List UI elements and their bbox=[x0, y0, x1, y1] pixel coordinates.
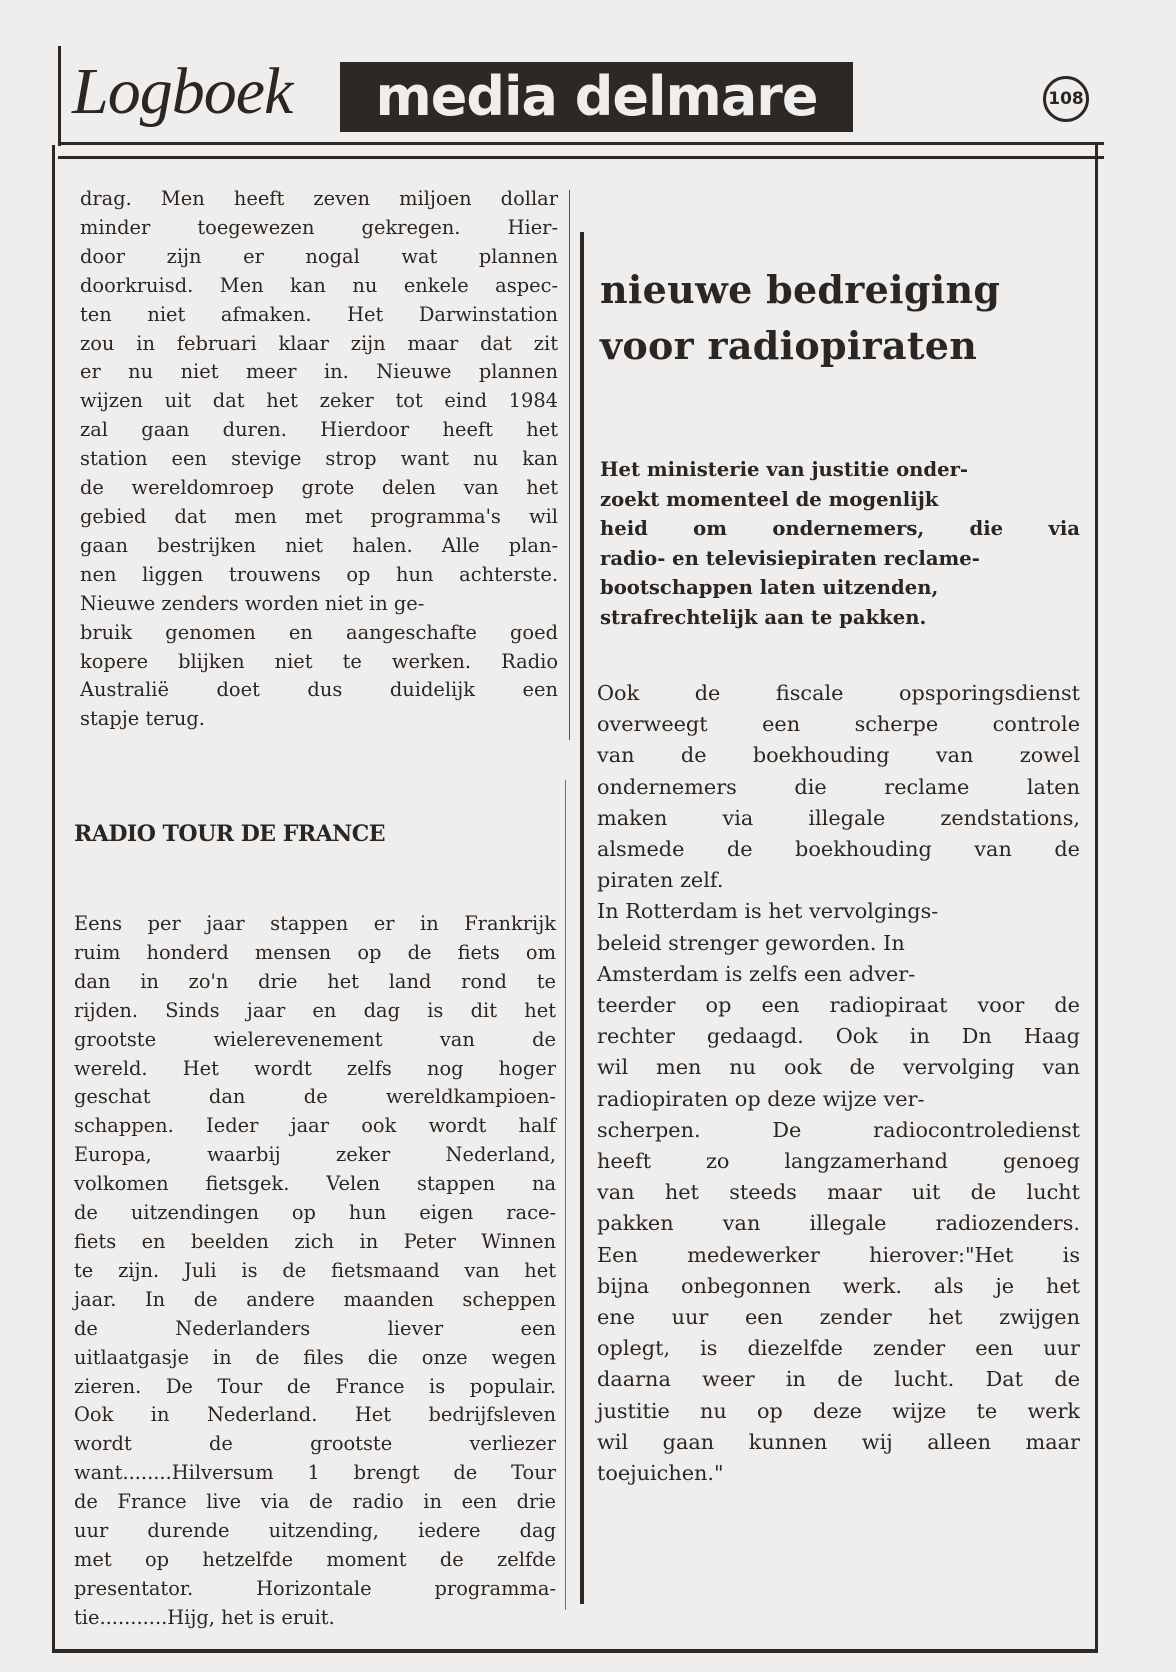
text-line: gaan bestrijken niet halen. Alle plan- bbox=[80, 533, 558, 557]
text-line: uitlaatgasje in de files die onze wegen bbox=[74, 1345, 556, 1369]
article-headline bbox=[600, 262, 1080, 374]
text-line: kopere blijken niet te werken. Radio bbox=[80, 649, 558, 673]
text-line: piraten zelf. bbox=[597, 868, 724, 893]
lead-line: Het ministerie van justitie onder- bbox=[600, 458, 969, 481]
text-line: heeft zo langzamerhand genoeg bbox=[597, 1149, 1080, 1174]
header-left-rule bbox=[58, 46, 61, 146]
text-line: de uitzendingen op hun eigen race- bbox=[74, 1201, 556, 1225]
text-line: alsmede de boekhouding van de bbox=[597, 837, 1080, 862]
text-line: drag. Men heeft zeven miljoen dollar bbox=[80, 187, 558, 210]
text-line: van de boekhouding van zowel bbox=[597, 743, 1080, 768]
text-line: geschat dan de wereldkampioen- bbox=[74, 1085, 556, 1109]
text-line: justitie nu op deze wijze te werk bbox=[597, 1398, 1080, 1423]
text-line: wereld. Het wordt zelfs nog hoger bbox=[74, 1056, 556, 1080]
text-line: nen liggen trouwens op hun achterste. bbox=[80, 562, 558, 586]
text-line: Ook de fiscale opsporingsdienst bbox=[597, 681, 1080, 705]
text-line: minder toegewezen gekregen. Hier- bbox=[80, 215, 558, 239]
text-line: Eens per jaar stappen er in Frankrijk bbox=[74, 912, 556, 935]
text-line: de Nederlanders liever een bbox=[74, 1316, 556, 1340]
column-divider-thick bbox=[580, 232, 584, 1604]
text-line: Europa, waarbij zeker Nederland, bbox=[74, 1143, 556, 1167]
column-divider-thin bbox=[569, 190, 570, 740]
text-line: door zijn er nogal wat plannen bbox=[80, 244, 558, 268]
text-line: toejuichen." bbox=[597, 1461, 724, 1486]
text-line: de France live via de radio in een drie bbox=[74, 1490, 556, 1514]
lead-line: radio- en televisiepiraten reclame- bbox=[600, 546, 980, 570]
text-line: tie...........Hijg, het is eruit. bbox=[74, 1605, 335, 1629]
text-line: wordt de grootste verliezer bbox=[74, 1432, 556, 1456]
left-column-continued-text bbox=[80, 185, 558, 734]
text-line: station een stevige strop want nu kan bbox=[80, 447, 558, 471]
text-line: bruik genomen en aangeschafte goed bbox=[80, 620, 558, 644]
text-line: In Rotterdam is het vervolgings- bbox=[597, 899, 939, 924]
lead-line: bootschappen laten uitzenden, bbox=[600, 576, 939, 599]
text-line: doorkruisd. Men kan nu enkele aspec- bbox=[80, 273, 558, 297]
text-line: rijden. Sinds jaar en dag is dit het bbox=[74, 998, 556, 1022]
text-line: schappen. Ieder jaar ook wordt half bbox=[74, 1114, 556, 1138]
text-line: uur durende uitzending, iedere dag bbox=[74, 1519, 556, 1543]
text-line: wijzen uit dat het zeker tot eind 1984 bbox=[80, 389, 558, 413]
text-line: fiets en beelden zich in Peter Winnen bbox=[74, 1229, 556, 1253]
text-line: Amsterdam is zelfs een adver- bbox=[597, 961, 916, 986]
text-line: Australië doet dus duidelijk een bbox=[80, 678, 558, 702]
text-line: zal gaan duren. Hierdoor heeft het bbox=[80, 418, 558, 442]
text-line: de wereldomroep grote delen van het bbox=[80, 476, 558, 500]
text-line: bijna onbegonnen werk. als je het bbox=[597, 1273, 1080, 1298]
left-column-article-text bbox=[74, 910, 556, 1633]
text-line: teerder op een radiopiraat voor de bbox=[597, 993, 1080, 1018]
article-body bbox=[597, 678, 1080, 1489]
text-line: presentator. Horizontale programma- bbox=[74, 1576, 556, 1600]
text-line: ene uur een zender het zwijgen bbox=[597, 1305, 1080, 1330]
text-line: Nieuwe zenders worden niet in ge- bbox=[80, 591, 425, 615]
section-heading-radio-tour: RADIO TOUR DE FRANCE bbox=[74, 821, 386, 847]
text-line: met op hetzelfde moment de zelfde bbox=[74, 1547, 556, 1571]
text-line: ten niet afmaken. Het Darwinstation bbox=[80, 302, 558, 326]
text-line: volkomen fietsgek. Velen stappen na bbox=[74, 1172, 556, 1196]
text-line: radiopiraten op deze wijze ver- bbox=[597, 1086, 925, 1111]
brand-title: media delmare bbox=[375, 65, 818, 128]
lead-line: zoekt momenteel de mogenlijk bbox=[600, 487, 939, 511]
text-line: jaar. In de andere maanden scheppen bbox=[74, 1287, 556, 1311]
text-line: dan in zo'n drie het land rond te bbox=[74, 969, 556, 993]
text-line: te zijn. Juli is de fietsmaand van het bbox=[74, 1258, 556, 1282]
text-line: overweegt een scherpe controle bbox=[597, 712, 1080, 737]
text-line: Een medewerker hierover:"Het is bbox=[597, 1242, 1080, 1267]
text-line: maken via illegale zendstations, bbox=[597, 805, 1080, 830]
logbook-title: Logboek bbox=[72, 55, 293, 128]
headline-line: nieuwe bedreiging bbox=[600, 267, 1001, 312]
text-line: pakken van illegale radiozenders. bbox=[597, 1211, 1080, 1236]
headline-line: voor radiopiraten bbox=[600, 323, 978, 368]
text-line: stapje terug. bbox=[80, 707, 205, 731]
text-line: gebied dat men met programma's wil bbox=[80, 504, 558, 528]
text-line: ruim honderd mensen op de fiets om bbox=[74, 940, 556, 964]
lead-line: strafrechtelijk aan te pakken. bbox=[600, 605, 927, 629]
text-line: want........Hilversum 1 brengt de Tour bbox=[74, 1461, 556, 1485]
text-line: scherpen. De radiocontroledienst bbox=[597, 1117, 1080, 1142]
brand-banner bbox=[340, 62, 853, 132]
lead-line: heid om ondernemers, die via bbox=[600, 517, 1080, 540]
text-line: ondernemers die reclame laten bbox=[597, 774, 1080, 799]
text-line: rechter gedaagd. Ook in Dn Haag bbox=[597, 1024, 1080, 1049]
text-line: zieren. De Tour de France is populair. bbox=[74, 1374, 556, 1398]
page-number-badge: 108 bbox=[1043, 76, 1089, 122]
text-line: oplegt, is diezelfde zender een uur bbox=[597, 1336, 1080, 1361]
article-lead bbox=[600, 455, 1080, 632]
text-line: daarna weer in de lucht. Dat de bbox=[597, 1367, 1080, 1392]
text-line: wil men nu ook de vervolging van bbox=[597, 1055, 1080, 1080]
column-divider-thin-lower bbox=[565, 780, 566, 1610]
text-line: grootste wielerevenement van de bbox=[74, 1027, 556, 1051]
text-line: van het steeds maar uit de lucht bbox=[597, 1180, 1080, 1205]
text-line: beleid strenger geworden. In bbox=[597, 930, 905, 955]
text-line: wil gaan kunnen wij alleen maar bbox=[597, 1429, 1080, 1454]
text-line: Ook in Nederland. Het bedrijfsleven bbox=[74, 1403, 556, 1427]
text-line: zou in februari klaar zijn maar dat zit bbox=[80, 331, 558, 355]
text-line: er nu niet meer in. Nieuwe plannen bbox=[80, 360, 558, 384]
